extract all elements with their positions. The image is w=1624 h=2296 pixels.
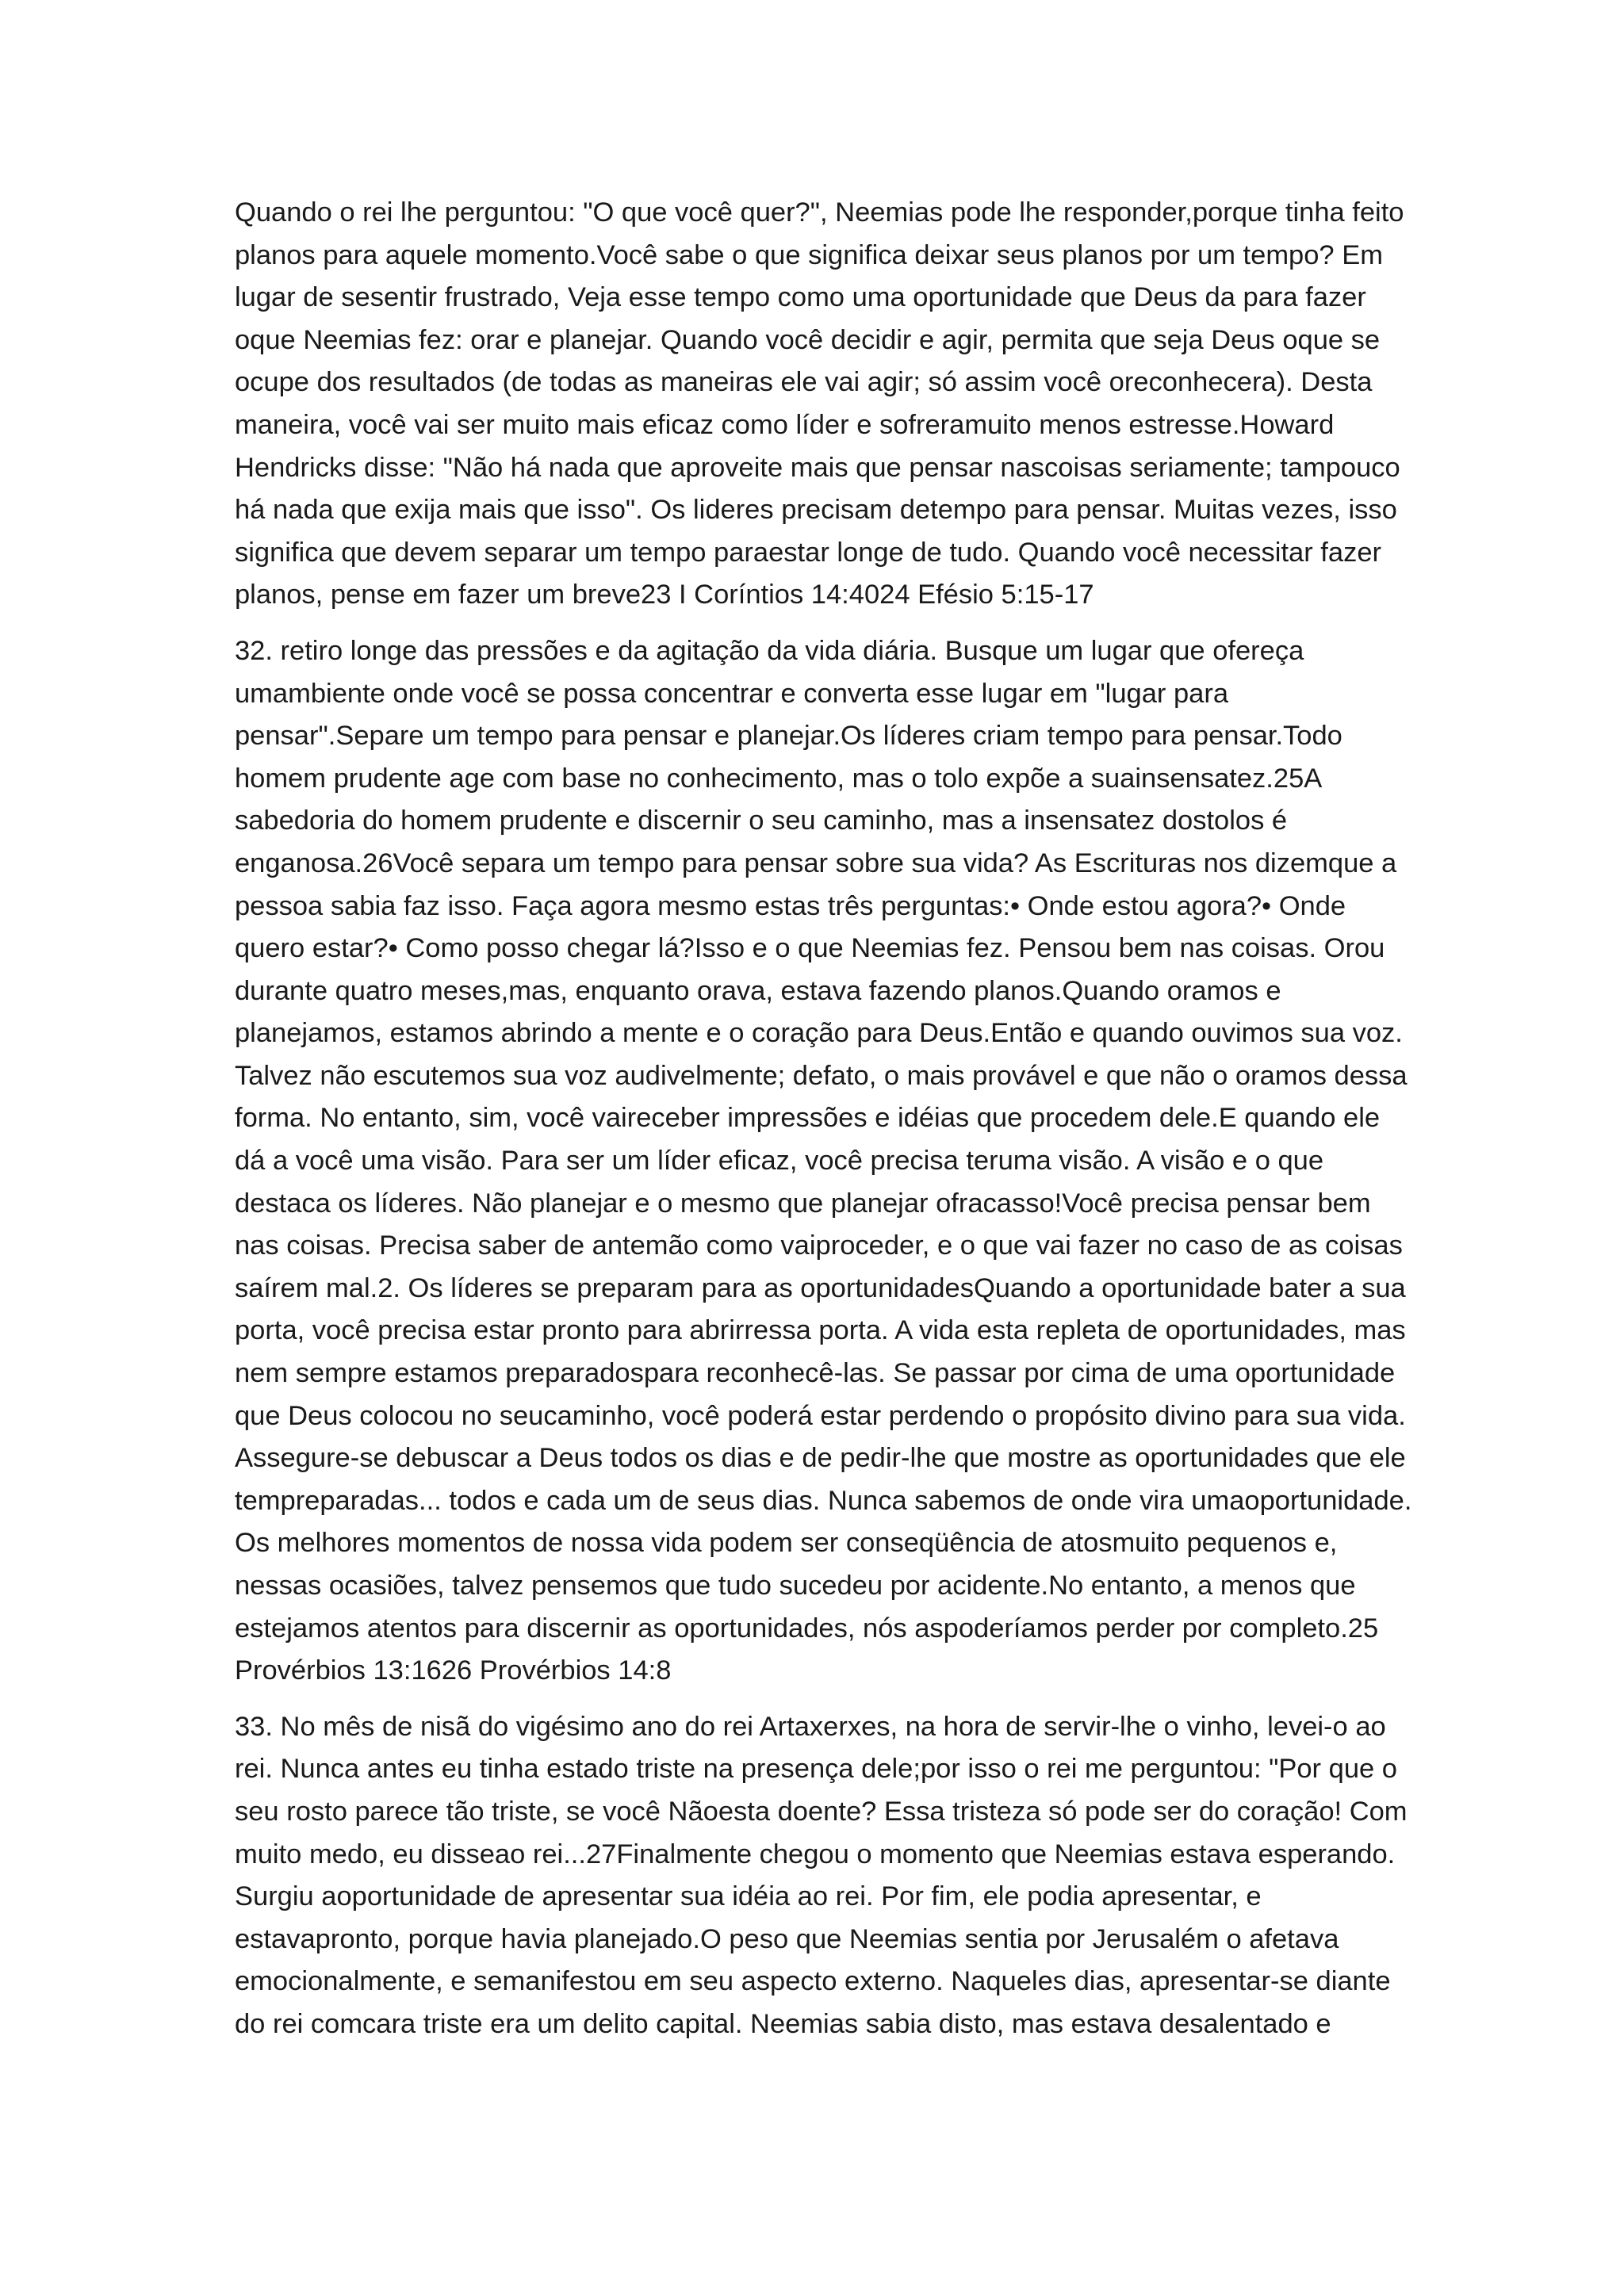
paragraph-1: Quando o rei lhe perguntou: "O que você quer?", Neemias pode lhe responder,porque tinha feito planos para aquele momento.Você sabe o que significa deixar seus planos por um tempo? Em lugar de sesentir frustrado, Veja esse tempo como uma oportunidade que Deus da para fazer oque Neemias fez: orar e planejar. Quando você decidir e agir, permita que seja Deus oque se ocupe dos resultados (de todas as maneiras ele vai agir; só assim você oreconhecera). Desta maneira, você vai ser muito mais eficaz como líder e sofreramuito menos estresse.Howard Hendricks disse: "Não há nada que aproveite mais que pensar nascoisas seriamente; tampouco há nada que exija mais que isso". Os lideres precisam detempo para pensar. Muitas vezes, isso significa que devem separar um tempo paraestar longe de tudo. Quando você necessitar fazer planos, pense em fazer um breve23 I Coríntios 14:4024 Efésio 5:15-17 (235, 197, 1404, 610)
paragraph-3: 33. No mês de nisã do vigésimo ano do rei Artaxerxes, na hora de servir-lhe o vinho, levei-o ao rei. Nunca antes eu tinha estado triste na presença dele;por isso o rei me perguntou: "Por que o seu rosto parece tão triste, se você Nãoesta doente? Essa tristeza só pode ser do coração! Com muito medo, eu disseao rei...27Finalmente chegou o momento que Neemias estava esperando. Surgiu aoportunidade de apresentar sua idéia ao rei. Por fim, ele podia apresentar, e estavapronto, porque havia planejado.O peso que Neemias sentia por Jerusalém o afetava emocionalmente, e semanifestou em seu aspecto externo. Naqueles dias, apresentar-se diante do rei comcara triste era um delito capital. Neemias sabia disto, mas estava desalentado e (235, 1711, 1408, 2039)
document-body (235, 192, 1416, 2060)
paragraph-2: 32. retiro longe das pressões e da agitação da vida diária. Busque um lugar que ofereça umambiente onde você se possa concentrar e converta esse lugar em "lugar para pensar".Separe um tempo para pensar e planejar.Os líderes criam tempo para pensar.Todo homem prudente age com base no conhecimento, mas o tolo expõe a suainsensatez.25A sabedoria do homem prudente e discernir o seu caminho, mas a insensatez dostolos é enganosa.26Você separa um tempo para pensar sobre sua vida? As Escrituras nos dizemque a pessoa sabia faz isso. Faça agora mesmo estas três perguntas:• Onde estou agora?• Onde quero estar?• Como posso chegar lá?Isso e o que Neemias fez. Pensou bem nas coisas. Orou durante quatro meses,mas, enquanto orava, estava fazendo planos.Quando oramos e planejamos, estamos abrindo a mente e o coração para Deus.Então e quando ouvimos sua voz. Talvez não escutemos sua voz audivelmente; defato, o mais provável e que não o oramos dessa forma. No entanto, sim, você vaireceber impressões e idéias que procedem dele.E quando ele dá a você uma visão. Para ser um líder eficaz, você precisa teruma visão. A visão e o que destaca os líderes. Não planejar e o mesmo que planejar ofracasso!Você precisa pensar bem nas coisas. Precisa saber de antemão como vaiproceder, e o que vai fazer no caso de as coisas saírem mal.2. Os líderes se preparam para as oportunidadesQuando a oportunidade bater a sua porta, você precisa estar pronto para abrirressa porta. A vida esta repleta de oportunidades, mas nem sempre estamos preparadospara reconhecê-las. Se passar por cima de uma oportunidade que Deus colocou no seucaminho, você poderá estar perdendo o propósito divino para sua vida. Assegure-se debuscar a Deus todos os dias e de pedir-lhe que mostre as oportunidades que ele tempreparadas... todos e cada um de seus dias. Nunca sabemos de onde vira umaoportunidade. Os melhores momentos de nossa vida podem ser conseqüência de atosmuito pequenos e, nessas ocasiões, talvez pensemos que tudo sucedeu por acidente.No entanto, a menos que estejamos atentos para discernir as oportunidades, nós aspoderíamos perder por completo.25 Provérbios 13:1626 Provérbios 14:8 (235, 635, 1412, 1686)
